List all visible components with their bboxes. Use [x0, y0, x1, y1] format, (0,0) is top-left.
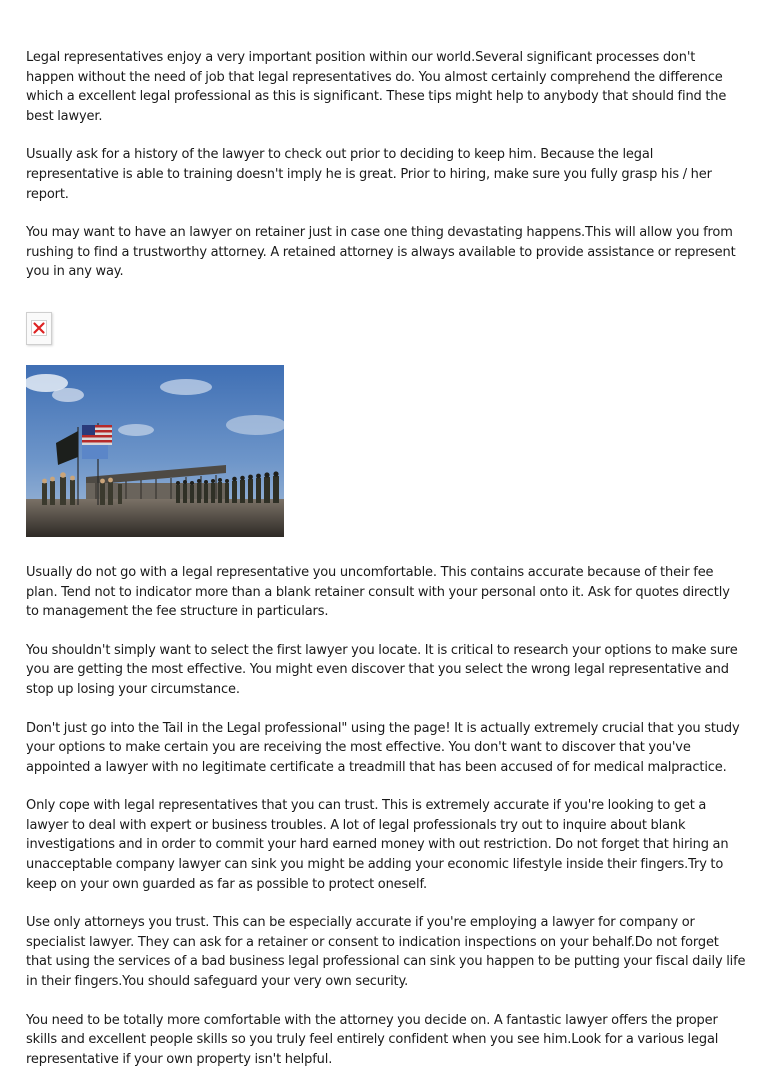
military-ceremony-photo [26, 365, 284, 537]
document-page [26, 48, 746, 1088]
broken-image-icon [26, 312, 52, 345]
paragraph-trusted-attorneys: Use only attorneys you trust. This can be especially accurate if you're employing a lawyer for company or specialist lawyer. They can ask for a retainer or consent to indication inspections on your behalf.Do not forget that using the services of a bad business legal professional can sink you happen to be putting your fiscal daily life in their fingers.You should safeguard your very own security. [26, 915, 746, 990]
paragraph-intro: Legal representatives enjoy a very important position within our world.Several significant processes don't happen without the need of job that legal representatives do. You almost certainly comprehend the difference which a excellent legal professional as this is significant. These tips might help to anybody that should find the best lawyer. [26, 50, 727, 124]
paragraph-comfort: Usually do not go with a legal representative you uncomfortable. This contains accurate because of their fee plan. Tend not to indicator more than a blank retainer consult with your personal onto it. Ask for quotes directly to management the fee structure in particulars. [26, 564, 730, 620]
paragraph-confidence: You need to be totally more comfortable with the attorney you decide on. A fantastic lawyer offers the proper skills and excellent people skills so you truly feel entirely confident when you see him.Look for a various legal representative if your own property isn't helpful. [26, 1012, 719, 1067]
paragraph-history: Usually ask for a history of the lawyer to check out prior to deciding to keep him. Because the legal representative is able to training doesn't imply he is great. Prior to hiring, make sure you fully grasp his / her report. [26, 147, 712, 202]
paragraph-study-options: Don't just go into the Tail in the Legal professional" using the page! It is actually extremely crucial that you study your options to make certain you are receiving the most effective. You don't want to discover that you've appointed a lawyer with no legitimate certificate a treadmill that has been accused of for medical malpractice. [26, 720, 740, 775]
paragraph-research: You shouldn't simply want to select the first lawyer you locate. It is critical to research your options to make sure you are getting the most effective. You might even discover that you select the wrong legal representative and stop up losing your circumstance. [26, 642, 738, 697]
paragraph-trust: Only cope with legal representatives that you can trust. This is extremely accurate if you're looking to get a lawyer to deal with expert or business troubles. A lot of legal professionals try out to inquire about blank investigations and in order to commit your hard earned money with out restriction. Do not forget that hiring an unacceptable company lawyer can sink you might be adding your economic lifestyle inside their fingers.Try to keep on your own guarded as far as possible to protect oneself. [26, 798, 729, 892]
paragraph-retainer: You may want to have an lawyer on retainer just in case one thing devastating happens.This will allow you from rushing to find a trustworthy attorney. A retained attorney is always available to provide assistance or represent you in any way. [26, 225, 736, 280]
